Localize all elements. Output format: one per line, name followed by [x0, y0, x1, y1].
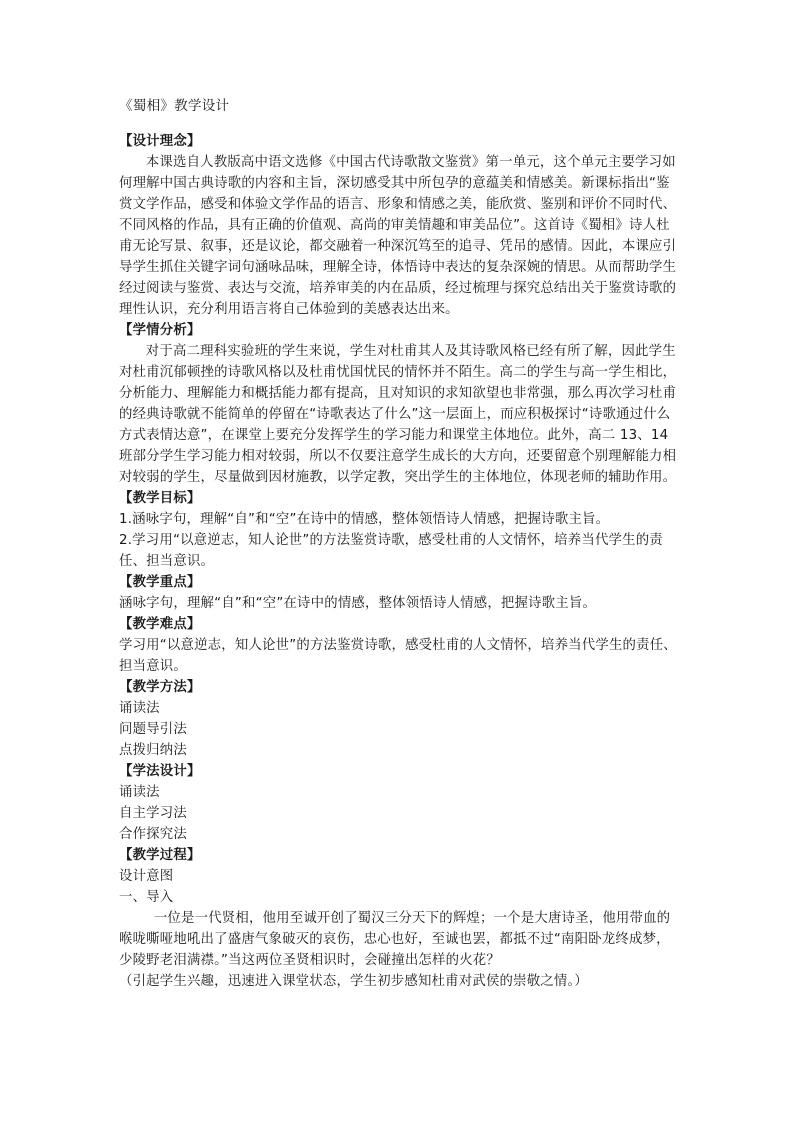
step-note: （引起学生兴趣，迅速进入课堂状态，学生初步感知杜甫对武侯的崇敬之情。）	[119, 974, 588, 989]
step-title: 一、导入	[119, 890, 174, 905]
section-study-methods	[119, 761, 679, 845]
section-key-points	[119, 572, 679, 614]
heading-objectives: 【教学目标】	[119, 491, 201, 506]
heading-learner-analysis: 【学情分析】	[119, 323, 201, 338]
key-points-text: 涵咏字句，理解“自”和“空”在诗中的情感，整体领悟诗人情感，把握诗歌主旨。	[119, 596, 597, 611]
list-item: 诵读法	[119, 701, 160, 716]
objective-item: 1.涵咏字句，理解“自”和“空”在诗中的情感，整体领悟诗人情感，把握诗歌主旨。	[119, 512, 610, 527]
list-item: 问题导引法	[119, 722, 187, 737]
objective-item: 2.学习用“以意逆志，知人论世”的方法鉴赏诗歌，感受杜甫的人文情怀，培养当代学生的责任、担当意识。	[119, 533, 663, 569]
section-process	[119, 845, 679, 992]
learner-analysis-text: 对于高二理科实验班的学生来说，学生对杜甫其人及其诗歌风格已经有所了解，因此学生对杜甫沉郁顿挫的诗歌风格以及杜甫忧国忧民的情怀并不陌生。高二的学生与高一学生相比，分析能力、理解能力和概括能力都有提高，且对知识的求知欲望也非常强，那么再次学习杜甫的经典诗歌就不能简单的停留在“诗歌表达了什么”这一层面上，而应积极探讨“诗歌通过什么方式表情达意”，在课堂上要充分发挥学生的学习能力和课堂主体地位。此外，高二 13、14 班部分学生学习能力相对较弱，所以不仅要注意学生成长的大方向，还要留意个别理解能力相对较弱的学生，尽量做到因材施教，以学定教，突出学生的主体地位，体现老师的辅助作用。	[119, 344, 677, 485]
difficulties-text: 学习用“以意逆志，知人论世”的方法鉴赏诗歌，感受杜甫的人文情怀，培养当代学生的责任、担当意识。	[119, 638, 677, 674]
section-teaching-methods	[119, 677, 679, 761]
list-item: 点拨归纳法	[119, 743, 187, 758]
list-item: 合作探究法	[119, 827, 187, 842]
heading-difficulties: 【教学难点】	[119, 617, 201, 632]
document-title: 《蜀相》教学设计	[119, 98, 230, 114]
section-learner-analysis	[119, 320, 679, 488]
section-design-concept	[119, 131, 679, 320]
heading-process: 【教学过程】	[119, 848, 201, 863]
heading-study-methods: 【学法设计】	[119, 764, 201, 779]
list-item: 诵读法	[119, 785, 160, 800]
heading-design-concept: 【设计理念】	[119, 134, 201, 149]
section-objectives	[119, 488, 679, 572]
document-page	[119, 96, 679, 992]
list-item: 自主学习法	[119, 806, 187, 821]
heading-teaching-methods: 【教学方法】	[119, 680, 201, 695]
section-difficulties	[119, 614, 679, 677]
heading-key-points: 【教学重点】	[119, 575, 201, 590]
design-concept-text: 本课选自人教版高中语文选修《中国古代诗歌散文鉴赏》第一单元，这个单元主要学习如何理解中国古典诗歌的内容和主旨，深切感受其中所包孕的意蕴美和情感美。新课标指出“鉴赏文学作品，感受和体验文学作品的语言、形象和情感之美，能欣赏、鉴别和评价不同时代、不同风格的作品，具有正确的价值观、高尚的审美情趣和审美品位”。这首诗《蜀相》诗人杜甫无论写景、叙事，还是议论，都交融着一种深沉笃至的追寻、凭吊的感情。因此，本课应引导学生抓住关键字词句涵咏品味，理解全诗，体悟诗中表达的复杂深婉的情思。从而帮助学生经过阅读与鉴赏、表达与交流，培养审美的内在品质，经过梳理与探究总结出关于鉴赏诗歌的理性认识，充分利用语言将自己体验到的美感表达出来。	[119, 155, 677, 317]
process-subheading: 设计意图	[119, 869, 174, 884]
step-text: 一位是一代贤相，他用至诚开创了蜀汉三分天下的辉煌；一个是大唐诗圣，他用带血的喉咙嘶哑地吼出了盛唐气象破灭的哀伤，忠心也好，至诚也罢，都抵不过“南阳卧龙终成梦，少陵野老泪满襟。”当这两位圣贤相识时，会碰撞出怎样的火花？	[119, 911, 671, 968]
